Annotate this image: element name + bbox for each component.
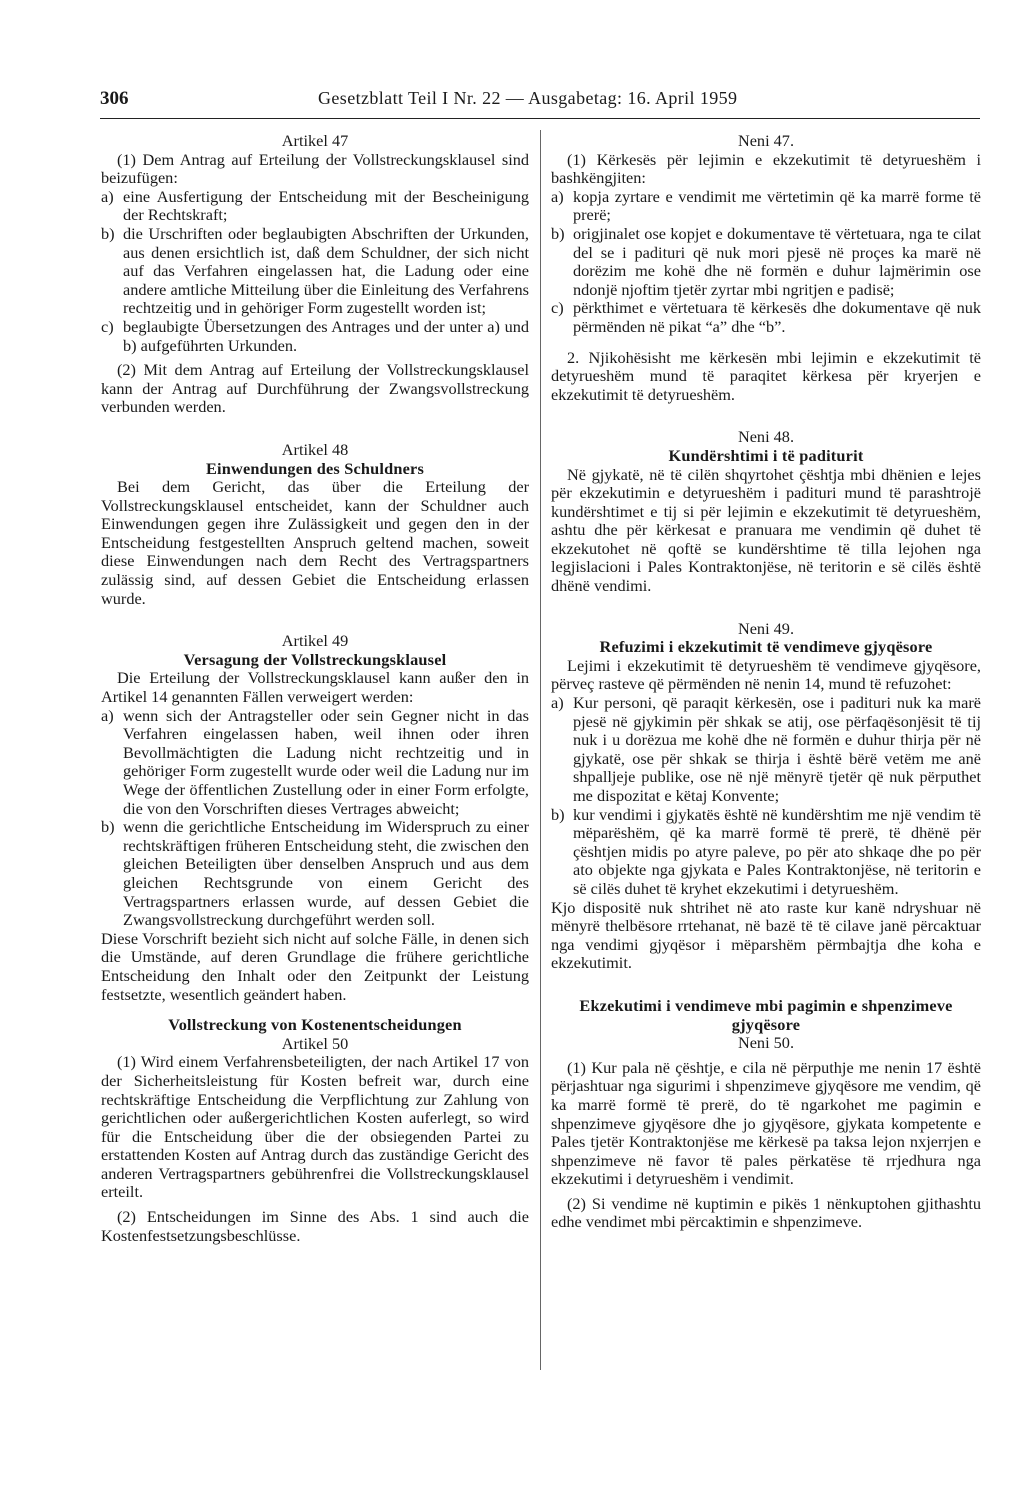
article-49-paragraph-2: Diese Vorschrift bezieht sich nicht auf solche Fälle, in denen sich die Umstände, auf deren Grundlage die frühere gerichtliche Entscheidung den Inhalt oder den Zeitpunkt der Leistung festsetzte, wesentlich geändert haben.	[101, 928, 529, 1004]
page-header	[100, 88, 980, 119]
neni-50-paragraph-2: (2) Si vendime në kuptimin e pikës 1 nënkuptohen gjithashtu edhe vendimet mbi përcaktimin e shpenzimeve.	[551, 1193, 981, 1232]
article-47-paragraph-2: (2) Mit dem Antrag auf Erteilung der Vollstreckungsklausel kann der Antrag auf Durchführung der Zwangsvollstreckung verbunden werden.	[101, 360, 529, 417]
item-text: origjinalet ose kopjet e dokumentave të vërtetuara, nga te cilat del se i padituri që nuk mori pjesë në proçes ka marë në dorëzim me kohë dhe në formën e duhur lajmërimin ose ndonjë njoftim tjetër zyrtar mbi ngritjen e padisë;	[573, 223, 981, 299]
article-47-item-a	[101, 188, 529, 225]
item-text: wenn sich der Antragsteller oder sein Gegner nicht in das Verfahren eingelassen haben, weil ihnen oder ihren Bevollmächtigten die Ladung nicht rechtzeitig und in gehöriger Form zugestellt wurde oder weil die Ladung nur im Wege der öffentlichen Zustellung oder in einer Form erfolgte, die von den Vorschriften dieses Vertrages abweicht;	[123, 705, 529, 818]
item-text: kur vendimi i gjykatës është në kundërshtim me një vendim të mëparëshëm, që ka marrë formë të prerë, të dhënë për çështjen midis po atyre paleve, po për ato shkaqe dhe po për ato objekte nga gjykata e Pales Kontraktonjëse, në teritorin e së cilës duhet të kryhet ekzekutimi i detyrueshëm.	[573, 804, 981, 898]
neni-50-section-title: Ekzekutimi i vendimeve mbi pagimin e shpenzimeve gjyqësore	[579, 995, 953, 1034]
item-text: beglaubigte Übersetzungen des Antrages und der unter a) und b) aufgeführten Urkunden.	[123, 316, 529, 355]
item-text: kopja zyrtare e vendimit me vërtetimin që ka marrë forme të prerë;	[573, 186, 981, 225]
neni-49-item-a	[551, 694, 981, 806]
page-number: 306	[100, 88, 129, 109]
article-49-number: Artikel 49	[281, 631, 349, 651]
article-50-number: Artikel 50	[281, 1033, 349, 1053]
neni-49-number: Neni 49.	[737, 618, 795, 638]
neni-50-number: Neni 50.	[737, 1033, 795, 1053]
item-text: eine Ausfertigung der Entscheidung mit der Bescheinigung der Rechtskraft;	[123, 186, 529, 225]
article-49-paragraph-1: Die Erteilung der Vollstreckungsklausel kann außer den in Artikel 14 genannten Fällen verweigert werden:	[101, 668, 529, 707]
item-label: a)	[101, 705, 114, 725]
neni-47-paragraph-1: (1) Kërkesës për lejimin e ekzekutimit të detyrueshëm i bashkëngjiten:	[551, 149, 981, 188]
item-label: b)	[551, 223, 565, 243]
neni-50-paragraph-1: (1) Kur pala në çështje, e cila në përputhje me nenin 17 është përjashtuar nga sigurimi i shpenzimeve gjyqësore me vendim, që ka marrë formë të prerë, do të ngarkohet me pagimin e shpenzimeve gjyqësore dhe jo gjyqësore, gjykata kompetente e Pales tjetër Kontraktonjëse me kërkesë pa taksa lejon nxjerrjen e shpenzimeve në favor të pales përkatëse të rrjedhura nga ekzekutimi i detyrueshëm i vendimit.	[551, 1057, 981, 1189]
article-47-item-b	[101, 225, 529, 318]
item-label: b)	[101, 223, 115, 243]
neni-49-paragraph-1: Lejimi i ekzekutimit të detyrueshëm të vendimeve gjyqësore, përveç rasteve që përmënden në nenin 14, mund të refuzohet:	[551, 655, 981, 694]
header-title: Gesetzblatt Teil I Nr. 22 — Ausgabetag: 16. April 1959	[318, 88, 738, 108]
article-49-title: Versagung der Vollstreckungsklausel	[183, 649, 447, 669]
item-label: a)	[551, 693, 564, 713]
item-text: wenn die gerichtliche Entscheidung im Widerspruch zu einer rechtskräftigen früheren Entscheidung steht, die zwischen den gleichen Beteiligten über denselben Anspruch und aus dem gleichen Rechtsgrunde von einem Gericht des Vertragspartners erlassen wurde, auf dessen Gebiet die Zwangsvollstreckung durchgeführt werden soll.	[123, 817, 529, 930]
item-text: Kur personi, që paraqit kërkesën, ose i padituri nuk ka marë pjesë në gjykimin për shkak se atij, ose përfaqësonjësit të tij nuk i u dorëzua me kohë dhe në formën e duhur thirja për në gjykatë, ose për shkak se thirja i është bërë vetëm me anë shpalljeje publike, ose në një mënyrë tjetër që nuk përputhet me dispozitat e këtaj Konvente;	[573, 693, 981, 805]
neni-47-number: Neni 47.	[737, 131, 795, 150]
article-50-paragraph-2: (2) Entscheidungen im Sinne des Abs. 1 sind auch die Kostenfestsetzungsbeschlüsse.	[101, 1207, 529, 1245]
item-label: a)	[101, 186, 114, 206]
item-label: a)	[551, 186, 564, 206]
article-47-number: Artikel 47	[281, 131, 349, 150]
article-49-item-a	[101, 707, 529, 819]
neni-47-paragraph-2: 2. Njikohësisht me kërkesën mbi lejimin e ekzekutimit të detyrueshëm mund të paraqitet kërkesa për kryerjen e ekzekutimit të detyrueshëm.	[551, 347, 981, 404]
article-48-paragraph: Bei dem Gericht, das über die Erteilung der Vollstreckungsklausel entscheidet, kann der Schuldner auch Einwendungen gegen ihre Zulässigkeit und gegen den in der Entscheidung festgestellten Anspruch geltend machen, soweit diese Einwendungen nach dem Recht des Vertragspartners zulässig sind, auf dessen Gebiet die Entscheidung erlassen wurde.	[101, 477, 529, 608]
item-text: përkthimet e vërtetuara të kërkesës dhe dokumentave që nuk përmënden në pikat “a” dhe “b”.	[573, 298, 981, 336]
neni-47-item-b	[551, 225, 981, 299]
article-47-paragraph-1: (1) Dem Antrag auf Erteilung der Vollstreckungsklausel sind beizufügen:	[101, 149, 529, 188]
neni-47-item-a	[551, 188, 981, 225]
neni-48-title: Kundërshtimi i të paditurit	[668, 445, 864, 465]
item-text: die Urschriften oder beglaubigten Abschriften der Urkunden, aus denen ersichtlich ist, daß dem Schuldner, der sich nicht auf das Verfahren eingelassen hat, die Ladung oder eine andere amtliche Mitteilung über die Einleitung des Verfahrens rechtzeitig und in gehöriger Form zugestellt worden ist;	[123, 223, 529, 318]
item-label: c)	[101, 316, 114, 336]
neni-48-paragraph: Në gjykatë, në të cilën shqyrtohet çështja mbi dhënien e lejes për ekzekutimin e detyrueshëm i padituri mund të parashtrojë kundërshtimet e tij si për lejimin e ekzekutimit të detyrueshëm, ashtu dhe për kërkesat e pranuara me vendimin që duhet të ekzekutohet në qoftë se kundërshtime të tilla lejohen nga legjislacioni i Pales Kontraktonjëse, në teritorin e së cilës është dhënë vendimi.	[551, 464, 981, 596]
item-label: b)	[551, 804, 565, 824]
neni-47-item-c	[551, 299, 981, 336]
neni-49-title: Refuzimi i ekzekutimit të vendimeve gjyqësore	[599, 637, 933, 657]
article-48-title: Einwendungen des Schuldners	[205, 458, 425, 478]
item-label: b)	[101, 817, 115, 837]
article-50-paragraph-1: (1) Wird einem Verfahrensbeteiligten, der nach Artikel 17 von der Sicherheitsleistung für Kosten befreit war, durch eine rechtskräftige Entscheidung die Verpflichtung zur Zahlung von gerichtlichen oder außergerichtlichen Kosten auferlegt, so wird für die Entscheidung über die der obsiegenden Partei zu erstattenden Kosten auf Antrag durch das zuständige Gericht des anderen Vertragspartners gebührenfrei die Vollstreckungsklausel erteilt.	[101, 1052, 529, 1202]
item-label: c)	[551, 298, 564, 318]
neni-49-item-b	[551, 806, 981, 899]
left-column-german	[101, 132, 529, 1245]
article-47-item-c	[101, 318, 529, 355]
column-divider	[540, 130, 541, 1370]
article-49-item-b	[101, 818, 529, 930]
neni-48-number: Neni 48.	[737, 427, 795, 447]
right-column-albanian	[551, 132, 981, 1232]
article-48-number: Artikel 48	[281, 439, 349, 459]
neni-49-paragraph-2: Kjo dispositë nuk shtrihet në ato raste kur kanë ndryshuar në mënyrë thelbësore rrtehanat, në bazë të të cilave janë përcaktuar nga vendimi gjyqësor i mëparshëm përmbajtja dhe koha e ekzekutimit.	[551, 897, 981, 973]
article-50-section-title: Vollstreckung von Kostenentscheidungen	[168, 1015, 462, 1035]
